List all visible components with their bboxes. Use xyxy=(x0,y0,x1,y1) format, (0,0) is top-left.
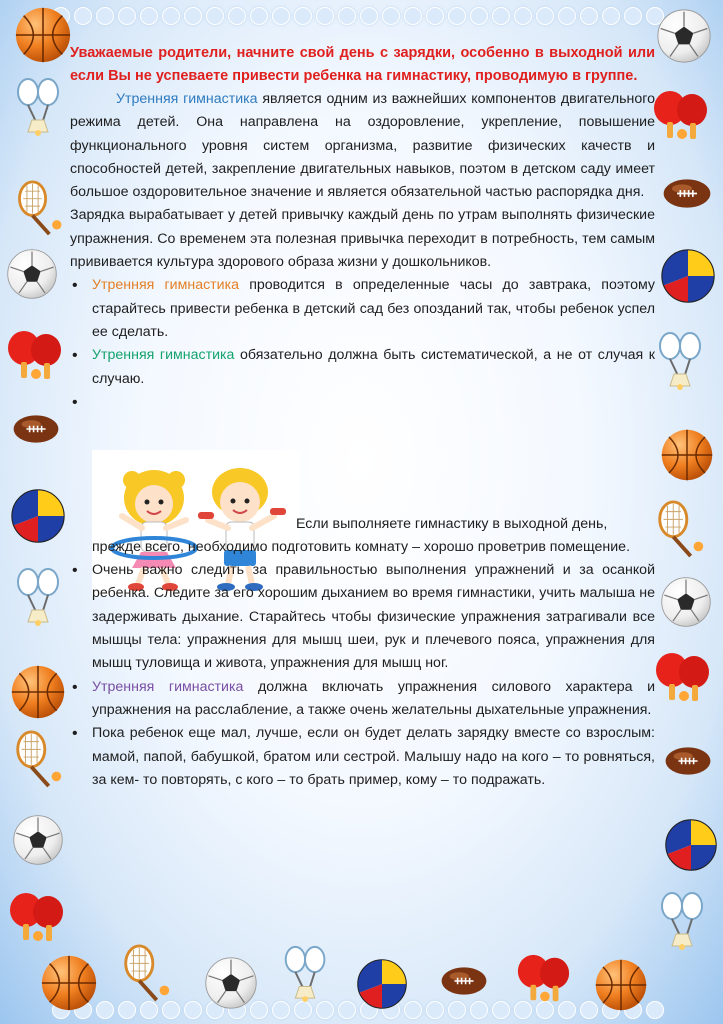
tennis-racket-icon xyxy=(12,180,68,236)
volleyball-icon xyxy=(660,248,716,304)
badminton-icon xyxy=(278,944,336,1002)
soccer-ball-icon xyxy=(660,576,712,628)
basketball-icon xyxy=(594,958,648,1012)
ping-pong-paddles-icon xyxy=(4,326,64,386)
rugby-ball-icon xyxy=(440,964,488,998)
paragraph-intro xyxy=(70,88,655,204)
ping-pong-paddles-icon xyxy=(6,888,66,948)
list-item: • Очень важно следить за правильностью выполнения упражнений и за осанкой ребенка. Следите за его хорошим дыханием во время гимнастики, учить малыша не задерживать дыхание. Старайтесь чтобы физические упражнения затрагивали все мышцы тела: упражнения для мышц шеи, рук и плечевого пояса, упражнения для мышц туловища и живота, упражнения для мышц ног. xyxy=(70,559,655,675)
soccer-ball-icon xyxy=(656,8,712,64)
paragraph-habit: Зарядка вырабатывает у детей привычку каждый день по утрам выполнять физические упражнения. Со временем эта полезная привычка переходит в потребность, тем самым прививается культура здорового образа жизни у дошкольников. xyxy=(70,207,655,271)
tennis-racket-icon xyxy=(10,730,68,788)
badminton-icon xyxy=(654,890,714,950)
weekend-tip-text: прежде всего, необходимо подготовить комнату – хорошо проветрив помещение. xyxy=(92,538,631,555)
ping-pong-paddles-icon xyxy=(650,86,710,146)
keyword-morning-exercise: Утренняя гимнастика xyxy=(92,347,235,364)
soccer-ball-icon xyxy=(204,956,258,1010)
list-item xyxy=(70,536,655,559)
ping-pong-paddles-icon xyxy=(652,648,712,708)
volleyball-icon xyxy=(356,958,408,1010)
soccer-ball-icon xyxy=(12,814,64,866)
weekend-tip-first-line: • Если выполняете гимнастику в выходной день, xyxy=(296,515,608,532)
tennis-racket-icon xyxy=(118,944,176,1002)
list-item: • Утренняя гимнастика обязательно должна быть систематической, а не от случая к случаю. xyxy=(70,344,655,391)
list-item xyxy=(70,391,655,536)
soccer-ball-icon xyxy=(6,248,58,300)
rugby-ball-icon xyxy=(12,412,60,446)
basketball-icon xyxy=(14,6,72,64)
advice-list xyxy=(70,274,655,792)
paragraph-intro-text: является одним из важнейших компонентов двигательного режима детей. Она направлена на оздоровление, укрепление, повышение функционального уровня систем организма, развитие физических качеств и способностей детей, закрепление двигательных навыков, поэтом в детском саду имеет большое оздоровительное значение и является обязательной частью распорядка дня. xyxy=(70,91,655,201)
parents-header: Уважаемые родители, начните свой день с зарядки, особенно в выходной или если Вы не успеваете привести ребенка на гимнастику, проводимую в группе. xyxy=(70,45,655,84)
keyword-morning-exercise: Утренняя гимнастика xyxy=(92,678,244,695)
list-item: • Пока ребенок еще мал, лучше, если он будет делать зарядку вместе со взрослым: мамой, папой, бабушкой, братом или сестрой. Малышу надо на кого – то ровняться, за кем- то повторять, с кого – то брать пример, кому – то подражать. xyxy=(70,722,655,792)
basketball-icon xyxy=(660,428,714,482)
basketball-icon xyxy=(40,954,98,1012)
badminton-icon xyxy=(10,76,70,136)
badminton-icon xyxy=(652,330,712,390)
list-item: • Утренняя гимнастика должна включать упражнения силового характера и упражнения на расслабление, а также очень желательны дыхательные упражнения. xyxy=(70,676,655,723)
list-item: • Утренняя гимнастика проводится в определенные часы до завтрака, поэтому старайтесь привести ребенка в детский сад без опозданий так, чтобы ребенок успел ее сделать. xyxy=(70,274,655,344)
keyword-morning-exercise: Утренняя гимнастика xyxy=(92,277,240,294)
badminton-icon xyxy=(10,566,70,626)
volleyball-icon xyxy=(664,818,718,872)
basketball-icon xyxy=(10,664,66,720)
tennis-racket-icon xyxy=(652,500,710,558)
ping-pong-paddles-icon xyxy=(514,950,572,1008)
document-body xyxy=(70,42,655,792)
rugby-ball-icon xyxy=(662,176,712,211)
keyword-morning-exercise: Утренняя гимнастика xyxy=(116,91,258,107)
volleyball-icon xyxy=(10,488,66,544)
top-dot-border xyxy=(12,4,711,26)
rugby-ball-icon xyxy=(664,744,712,778)
